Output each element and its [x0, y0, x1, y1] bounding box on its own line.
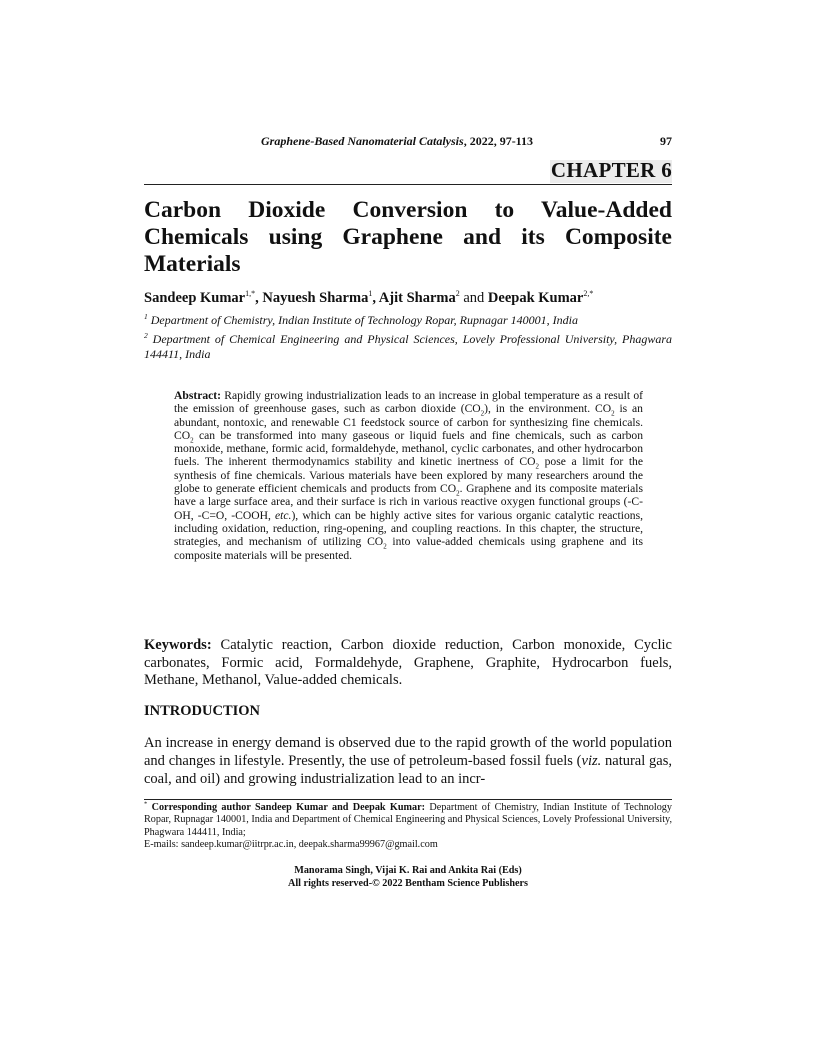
affiliation-text: Department of Chemistry, Indian Institute of Technology Ropar, Rupnagar 140001, India [150, 313, 578, 327]
author-affil-marker: 1,* [245, 289, 256, 299]
affiliation-text: Department of Chemical Engineering and Physical Sciences, Lovely Professional University, Phagwara 144411, India [144, 332, 672, 361]
subscript: 2 [383, 542, 387, 551]
abstract-text: into value-added chemicals using graphene and its composite materials will be presented. [174, 535, 643, 562]
author-affil-marker: 2 [455, 289, 460, 299]
chapter-title: Carbon Dioxide Conversion to Value-Added Chemicals using Graphene and its Composite Materials [144, 197, 672, 277]
author-affil-marker: 1 [368, 289, 373, 299]
page-number: 97 [660, 134, 672, 148]
editors-line: Manorama Singh, Vijai K. Rai and Ankita Rai (Eds) [294, 865, 522, 876]
footnote-text: Department of Chemistry, Indian Institute of Technology Ropar, Rupnagar 140001, India and Department of Chemical Engineering and Physical Sciences, Lovely Professional University, Phagwara 144411, India; [144, 802, 672, 838]
footnote-emails: E-mails: sandeep.kumar@iitrpr.ac.in, deepak.sharma99967@gmail.com [144, 839, 438, 851]
section-heading: INTRODUCTION [144, 703, 261, 719]
author-name: Nayuesh Sharma [262, 290, 369, 306]
intro-paragraph [144, 734, 672, 788]
abstract-italic: etc. [275, 508, 292, 522]
author-name: Sandeep Kumar [144, 290, 246, 306]
intro-italic: viz. [581, 753, 602, 769]
abstract-text: pose a limit for the synthesis of fine chemicals. Various materials have been explored by many researchers around the globe to generate efficient chemicals and products from CO [174, 455, 643, 496]
intro-text: An increase in energy demand is observed due to the rapid growth of the world population and changes in lifestyle. Presently, the use of petroleum-based fossil fuels ( [144, 735, 672, 769]
intro-text: natural gas, coal, and oil) and growing industrialization lead to an incr- [144, 753, 672, 787]
keywords [144, 637, 672, 690]
abstract-label: Abstract: [174, 389, 222, 402]
author-name: Deepak Kumar [487, 290, 584, 306]
journal-details: , 2022, 97-113 [463, 134, 534, 148]
footnote-marker: * [144, 800, 148, 808]
author-separator: , [255, 290, 263, 306]
publication-info [144, 864, 672, 890]
affiliation-number: 1 [144, 312, 148, 321]
keywords-label: Keywords: [144, 637, 212, 653]
subscript: 2 [611, 409, 615, 418]
affiliation [144, 313, 672, 328]
abstract-text: is an abundant, nontoxic, and renewable C1 feedstock source of carbon for synthesizing fine chemicals. CO [174, 402, 643, 442]
chapter-label: CHAPTER 6 [550, 158, 672, 182]
footnote [144, 802, 672, 852]
subscript: 2 [480, 409, 485, 418]
affiliation-number: 2 [144, 331, 148, 340]
keywords-text: Catalytic reaction, Carbon dioxide reduction, Carbon monoxide, Cyclic carbonates, Formic acid, Formaldehyde, Graphene, Graphite, Hydrocarbon fuels, Methane, Methanol, Value-added chemicals. [144, 637, 672, 688]
subscript: 2 [190, 436, 194, 445]
author-affil-marker: 2,* [583, 289, 594, 299]
author-list [144, 290, 672, 307]
author-separator: and [459, 290, 488, 306]
abstract-text: ), which can be highly active sites for various organic catalytic reactions, including oxidation, reduction, ring-opening, and coupling reactions. In this chapter, the structure, strategies, and mechanism of utilizing CO [174, 508, 643, 549]
journal-title: Graphene-Based Nanomaterial Catalysis [261, 134, 464, 148]
abstract-text: ), in the environment. CO [484, 402, 612, 416]
copyright-line: All rights reserved-© 2022 Bentham Science Publishers [287, 878, 529, 889]
footnote-label: Corresponding author Sandeep Kumar and Deepak Kumar: [151, 802, 426, 813]
footnote-divider [144, 799, 672, 800]
subscript: 2 [456, 489, 460, 498]
chapter-divider [144, 184, 672, 185]
abstract-text: Rapidly growing industrialization leads to an increase in global temperature as a result of the emission of greenhouse gases, such as carbon dioxide (CO [174, 389, 643, 416]
author-separator: , [372, 290, 379, 306]
abstract-text: . Graphene and its composite materials have a large surface area, and their surface is rich in various reactive oxygen functional groups (-C-OH, -C=O, -COOH, [174, 482, 644, 522]
author-name: Ajit Sharma [378, 290, 456, 306]
abstract-text: can be transformed into many gaseous or liquid fuels and fine chemicals, such as carbon monoxide, methane, formic acid, formaldehyde, methanol, cyclic carbonates, and other hydrocarbon fuels. The inherent thermodynamics stability and kinetic inertness of CO [174, 428, 643, 469]
affiliation [144, 332, 672, 362]
subscript: 2 [535, 462, 540, 471]
journal-citation [261, 134, 533, 149]
abstract [174, 389, 643, 562]
